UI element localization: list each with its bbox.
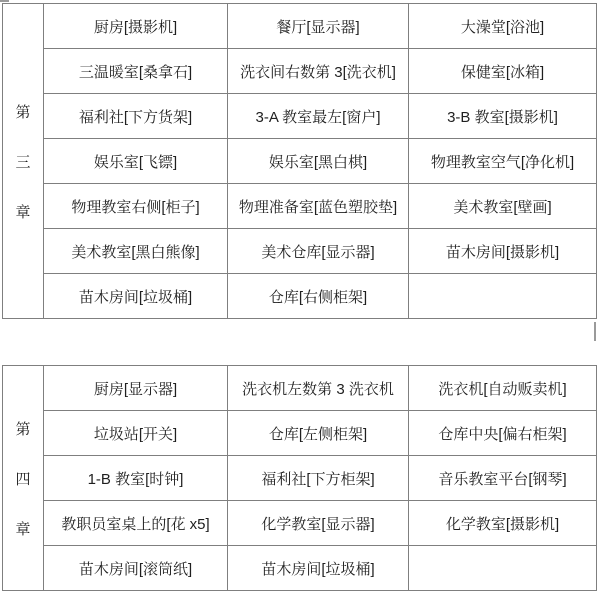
table-row [3,366,597,411]
entry-cell: 洗衣机[自动贩卖机] [409,366,597,411]
entry-cell: 福利社[下方货架] [44,94,228,139]
chapter-char: 章 [15,203,31,221]
table-row [3,49,597,94]
entry-cell: 音乐教室平台[钢琴] [409,456,597,501]
chapter-3-table [2,3,597,319]
entry-cell: 娱乐室[黑白棋] [228,139,409,184]
entry-cell: 化学教室[显示器] [228,501,409,546]
chapter-label-cell [3,366,44,591]
entry-cell: 垃圾站[开关] [44,411,228,456]
chapter-4-table [2,365,597,591]
entry-cell: 大澡堂[浴池] [409,4,597,49]
entry-cell: 物理教室右侧[柜子] [44,184,228,229]
entry-cell: 洗衣机左数第 3 洗衣机 [228,366,409,411]
page-edge-artifact-top-left [0,0,9,2]
entry-cell: 厨房[显示器] [44,366,228,411]
entry-cell: 厨房[摄影机] [44,4,228,49]
entry-cell-empty [409,274,597,319]
table-row [3,139,597,184]
table-row [3,94,597,139]
chapter-char: 第 [15,103,31,121]
entry-cell: 教职员室桌上的[花 x5] [44,501,228,546]
chapter-label-cell [3,4,44,319]
entry-cell: 苗木房间[摄影机] [409,229,597,274]
entry-cell: 洗衣间右数第 3[洗衣机] [228,49,409,94]
entry-cell: 仓库中央[偏右柜架] [409,411,597,456]
table-row [3,501,597,546]
entry-cell: 三温暖室[桑拿石] [44,49,228,94]
table-row [3,274,597,319]
chapter-char: 三 [15,153,31,171]
table-row [3,4,597,49]
entry-cell: 保健室[冰箱] [409,49,597,94]
chapter-char: 四 [15,470,31,488]
table-row [3,546,597,591]
entry-cell: 美术仓库[显示器] [228,229,409,274]
entry-cell: 娱乐室[飞镖] [44,139,228,184]
entry-cell: 苗木房间[垃圾桶] [44,274,228,319]
table-row [3,184,597,229]
entry-cell: 仓库[左侧柜架] [228,411,409,456]
entry-cell-empty [409,546,597,591]
entry-cell: 1-B 教室[时钟] [44,456,228,501]
entry-cell: 福利社[下方柜架] [228,456,409,501]
table-row [3,411,597,456]
table-row [3,229,597,274]
entry-cell: 仓库[右侧柜架] [228,274,409,319]
entry-cell: 化学教室[摄影机] [409,501,597,546]
table-end-mark [594,322,596,341]
chapter-char: 第 [15,420,31,438]
entry-cell: 美术教室[黑白熊像] [44,229,228,274]
chapter-label [3,4,43,318]
table-row [3,456,597,501]
entry-cell: 3-B 教室[摄影机] [409,94,597,139]
entry-cell: 餐厅[显示器] [228,4,409,49]
entry-cell: 苗木房间[滚筒纸] [44,546,228,591]
entry-cell: 3-A 教室最左[窗户] [228,94,409,139]
entry-cell: 物理教室空气[净化机] [409,139,597,184]
chapter-char: 章 [15,520,31,538]
entry-cell: 苗木房间[垃圾桶] [228,546,409,591]
entry-cell: 物理准备室[蓝色塑胶垫] [228,184,409,229]
entry-cell: 美术教室[壁画] [409,184,597,229]
chapter-label [3,366,43,590]
